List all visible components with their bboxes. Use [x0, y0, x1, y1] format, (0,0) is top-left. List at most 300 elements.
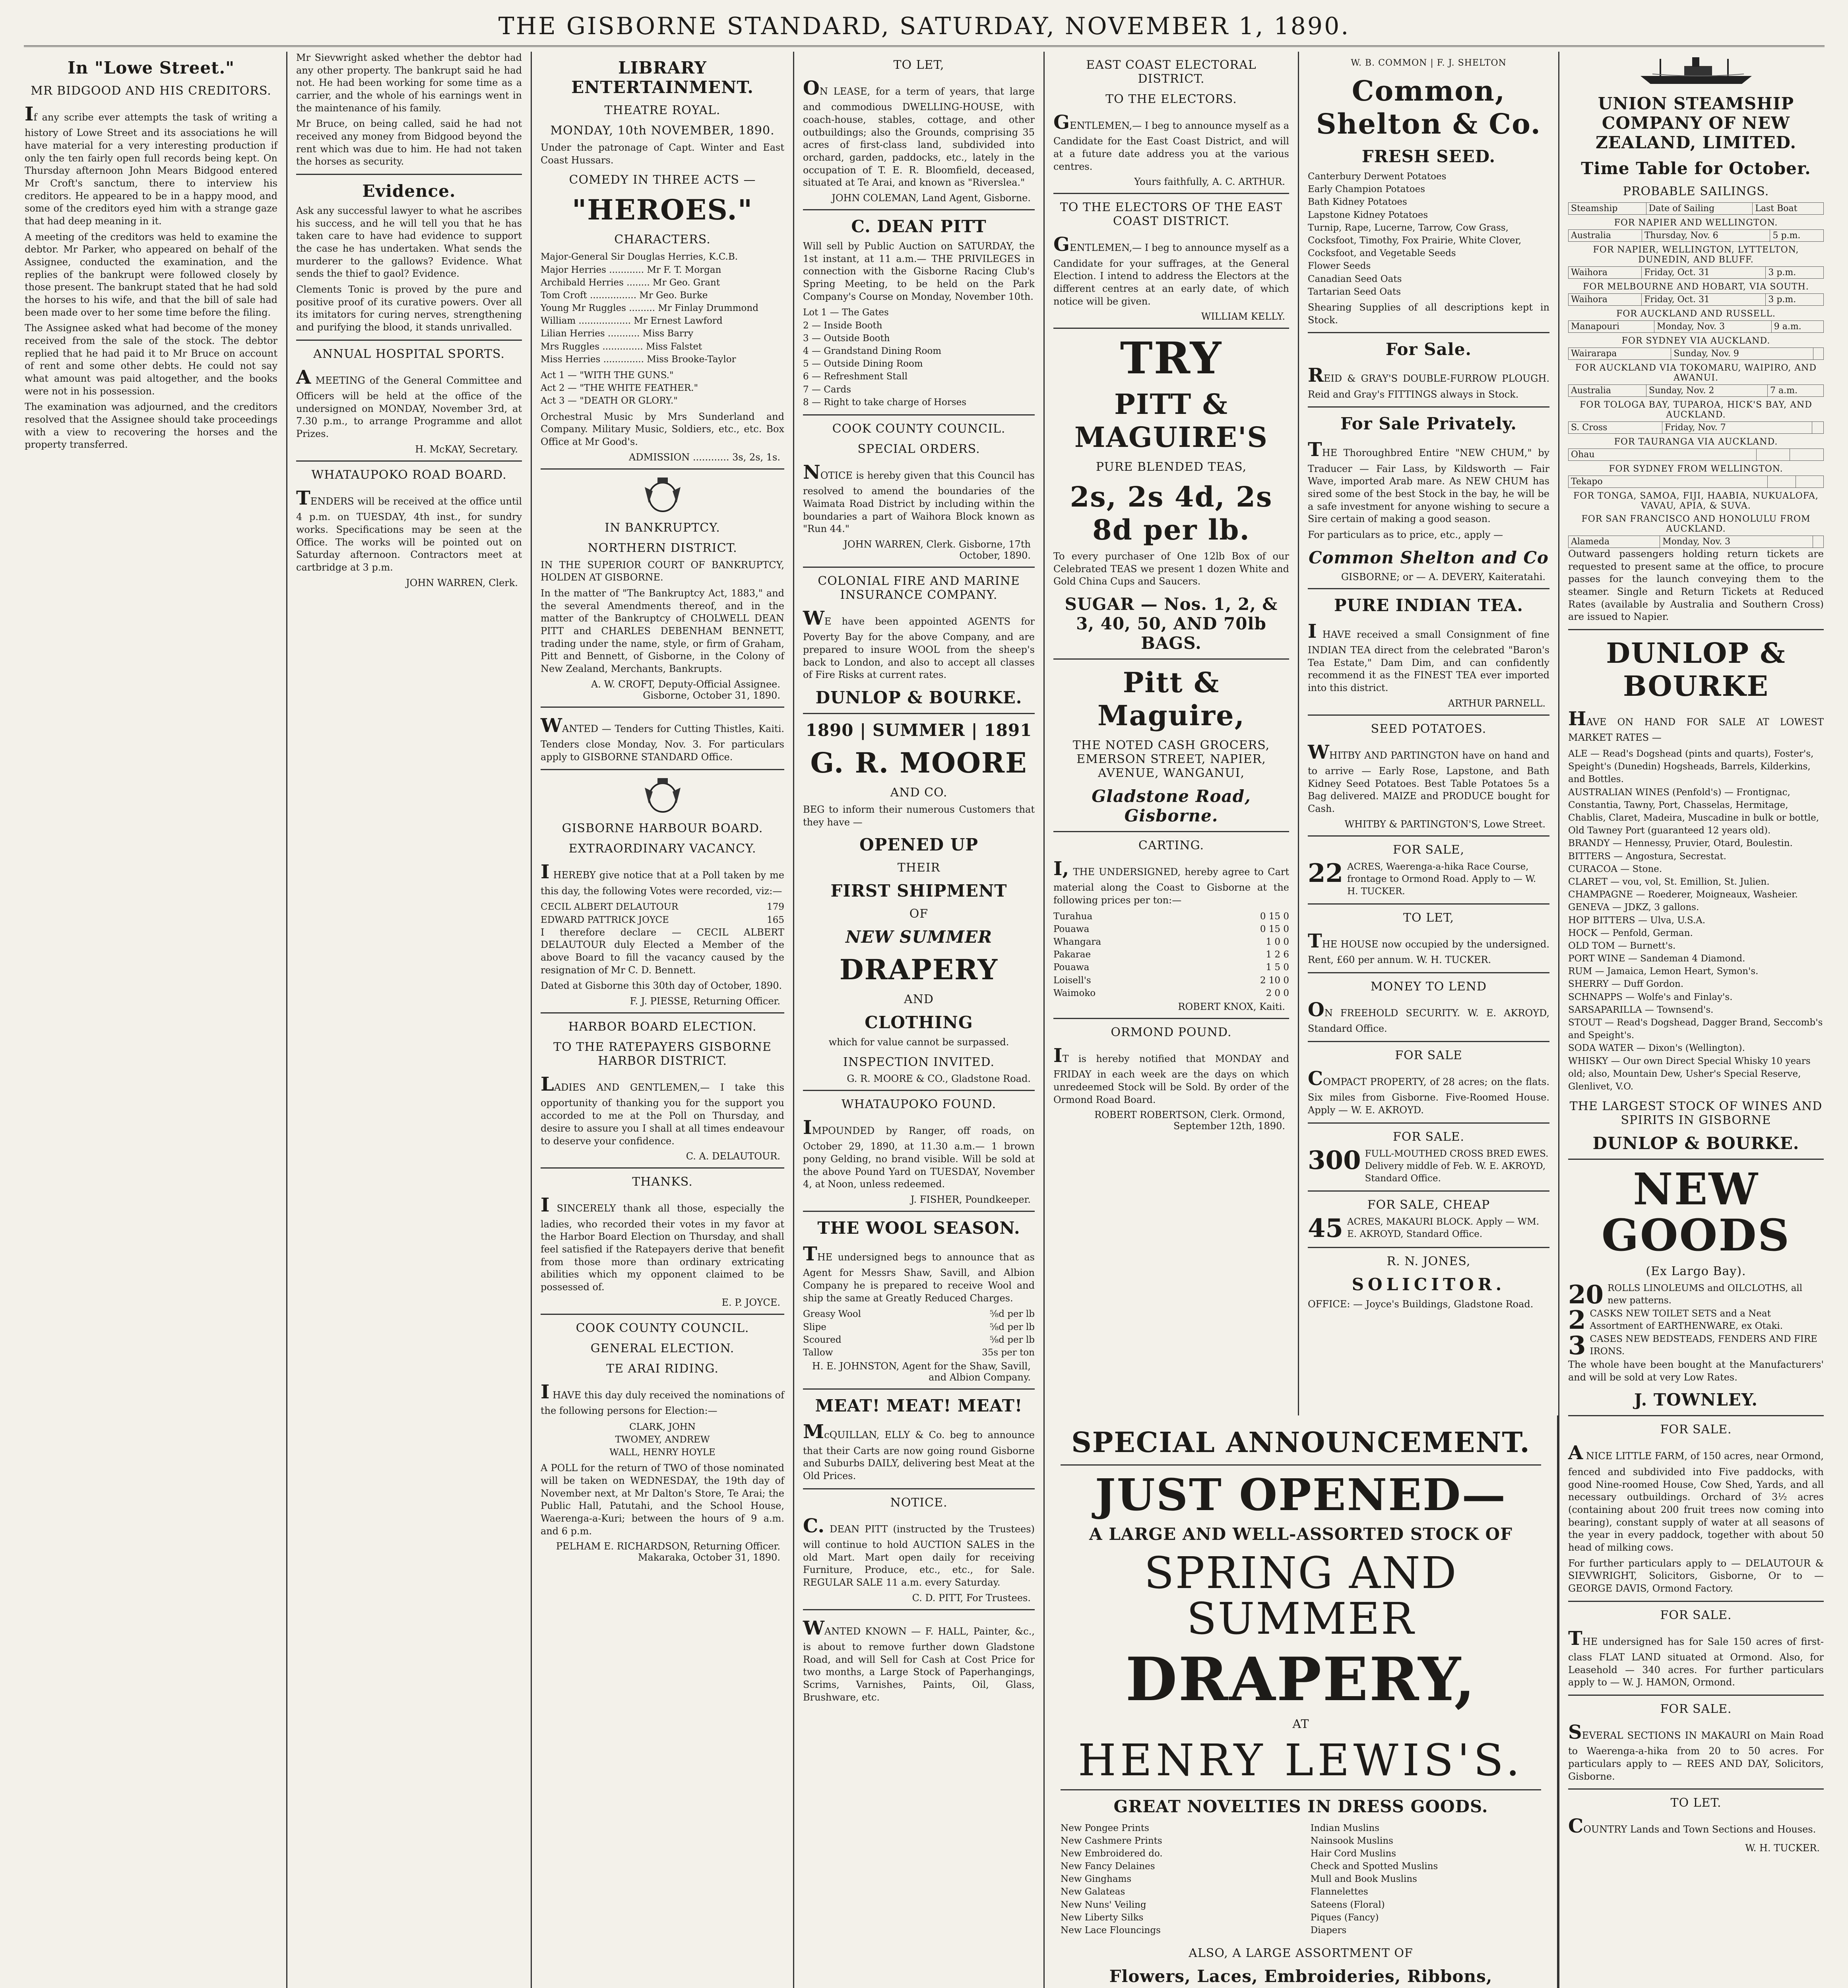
list-item: CHAMPAGNE — Roederer, Moigneaux, Washeier.	[1568, 889, 1798, 900]
sailing-ship: Australia	[1569, 230, 1642, 242]
characters-heading: CHARACTERS.	[614, 233, 711, 247]
list-item: BITTERS — Angostura, Secrestat.	[1568, 851, 1726, 862]
cheap-heading: FOR SALE, CHEAP	[1367, 1198, 1490, 1212]
sale-heading: For Sale.	[1385, 340, 1472, 359]
list-item: WHISKY — Our own Direct Special Whisky 10 years old; also, Mountain Dew, Usher's Special Reserve, Glenlivet, V.O.	[1568, 1056, 1811, 1092]
route-heading: FOR SAN FRANCISCO AND HONOLULU FROM AUCKLAND.	[1581, 514, 1811, 534]
notice-heading: NOTICE.	[890, 1495, 948, 1510]
carting-row	[1053, 910, 1289, 923]
list-item: Archibald Herries ........ Mr Geo. Grant	[541, 277, 720, 288]
wool-rate-row	[803, 1334, 1035, 1346]
table-row	[1568, 320, 1824, 333]
drapery-label: DRAPERY	[839, 953, 999, 986]
farm-apply: For further particulars apply to — DELAUTOUR & SIEVWRIGHT, Solicitors, Gisborne, Or to — GEORGE DAVIS, Ormond Factory.	[1568, 1557, 1824, 1594]
evidence-paragraph: Clements Tonic is proved by the pure and positive proof of its curative powers. Over all its imitators for curing nerves, strengthening and purifying the blood, it stands unrivalled.	[296, 284, 522, 333]
auction-text: Will sell by Public Auction on SATURDAY, the 1st instant, at 11 a.m.— THE PRIVILEGES in connection with the Gisborne Racing Club's Spring Meeting, to be held on the Park Company's Course on Monday, November 10th.	[803, 241, 1035, 302]
orchestra-text: Orchestral Music by Mrs Sunderland and Company. Military Music, Soldiers, etc., etc. Box Office at Mr Good's.	[541, 411, 784, 447]
list-item: Lot 1 — The Gates	[803, 307, 889, 318]
special-orders-heading: SPECIAL ORDERS.	[857, 442, 980, 456]
sailing-time: 3 p.m.	[1766, 294, 1824, 306]
table-header: Date of Sailing	[1646, 203, 1753, 215]
pound-heading: ORMOND POUND.	[1111, 1025, 1232, 1039]
firm-bar: W. B. COMMON | F. J. SHELTON	[1351, 58, 1507, 68]
wool-rate: ⅝d per lb	[989, 1309, 1035, 1320]
election-heading: HARBOR BOARD ELECTION.	[568, 1020, 757, 1034]
list-item: SODA WATER — Dixon's (Wellington).	[1568, 1043, 1745, 1054]
council-signature: JOHN WARREN, Clerk. Gisborne, 17th October, 1890.	[844, 538, 1031, 561]
list-item: New Embroidered do.	[1061, 1848, 1163, 1859]
carting-row	[1053, 948, 1289, 961]
private-apply: For particulars as to price, etc., apply —	[1308, 529, 1503, 540]
sale-text: FULL-MOUTHED CROSS BRED EWES. Delivery middle of Feb. W. E. AKROYD, Standard Office.	[1365, 1148, 1549, 1184]
carting-signature: ROBERT KNOX, Kaiti.	[1178, 1001, 1285, 1012]
wool-rate-row	[803, 1321, 1035, 1334]
sale-number: 300	[1308, 1145, 1361, 1175]
library-heading: LIBRARY ENTERTAINMENT.	[571, 58, 754, 97]
sale-number: 22	[1308, 858, 1344, 888]
candidate-name: EDWARD PATTRICK JOYCE	[541, 914, 669, 925]
thanks-signature: E. P. JOYCE.	[721, 1297, 780, 1308]
list-item: Piques (Fancy)	[1310, 1912, 1379, 1923]
road-board-signature: JOHN WARREN, Clerk.	[406, 577, 518, 588]
riding-name: TE ARAI RIDING.	[606, 1361, 719, 1376]
list-item: 7 — Cards	[803, 384, 851, 395]
sailing-ship: S. Cross	[1569, 422, 1662, 434]
price: 0 15 0	[1260, 924, 1289, 934]
goods-text: CASKS NEW TOILET SETS and a Neat Assortment of EARTHENWARE, ex Otaki.	[1590, 1309, 1783, 1332]
list-item: PORT WINE — Sandeman 4 Diamond.	[1568, 953, 1745, 964]
sugar-text: SUGAR — Nos. 1, 2, & 3, 40, 50, AND 70lb BAGS.	[1065, 594, 1278, 653]
novelties-heading: GREAT NOVELTIES IN DRESS GOODS.	[1113, 1796, 1488, 1816]
carting-heading: CARTING.	[1138, 838, 1204, 852]
tea-text: I HAVE received a small Consignment of fine INDIAN TEA direct from the celebrated "Baron's Tea Estate," Dam Dim, and can confidently recommend it as the FINEST TEA ever imported into this district.	[1308, 620, 1549, 694]
goods-text: CASES NEW BEDSTEADS, FENDERS AND FIRE IRONS.	[1590, 1334, 1817, 1357]
list-item: Act 2 — "THE WHITE FEATHER."	[541, 383, 698, 394]
wool-rate: 35s per ton	[982, 1347, 1035, 1358]
seeds-list	[1308, 170, 1549, 298]
article-paragraph: The Assignee asked what had become of the money received from the sale of the stock. The debtor replied that he had paid it to Mr Bruce on account of rent and some other debts. He could not say what amount was paid altogether, and the books were not in his possession.	[25, 322, 277, 397]
wool-item: Scoured	[803, 1334, 842, 1345]
forsale-text: COMPACT PROPERTY, of 28 acres; on the flats. Six miles from Gisborne. Five-Roomed House. Apply — W. E. AKROYD.	[1308, 1067, 1549, 1116]
jones-text: OFFICE: — Joyce's Buildings, Gladstone Road.	[1308, 1298, 1534, 1310]
route-heading: FOR AUCKLAND VIA TOKOMARU, WAIPIRO, AND AWANUI.	[1575, 363, 1817, 383]
wanted-known-text: WANTED KNOWN — F. HALL, Painter, &c., is about to remove further down Gladstone Road, and will Sell for Cash at Cost Price for two months, a Large Stock of Paperhangings, Scrims, Varnishes, Paints, Oil, Glass, Brushware, etc.	[803, 1617, 1035, 1703]
moore-text: BEG to inform their numerous Customers that they have —	[803, 804, 1035, 828]
column-3	[531, 52, 793, 1988]
of-label: OF	[909, 907, 929, 921]
route-heading: FOR NAPIER AND WELLINGTON.	[1614, 218, 1778, 228]
price: 1 2 6	[1266, 949, 1289, 960]
sailing-ship: Waihora	[1569, 267, 1642, 279]
poll-signature: PELHAM E. RICHARDSON, Returning Officer. Makaraka, October 31, 1890.	[556, 1541, 780, 1563]
list-item: New Ginghams	[1061, 1874, 1132, 1885]
sale-text: ACRES, MAKAURI BLOCK. Apply — WM. E. AKROYD, Standard Office.	[1347, 1216, 1540, 1239]
list-item: Act 1 — "WITH THE GUNS."	[541, 370, 674, 381]
sailings-table	[1568, 202, 1824, 215]
tolet-heading: TO LET.	[1670, 1796, 1722, 1810]
wool-rate: ⅝d per lb	[989, 1334, 1035, 1345]
carting-row	[1053, 987, 1289, 1000]
sports-signature: H. McKAY, Secretary.	[415, 443, 518, 455]
found-heading: WHATAUPOKO FOUND.	[841, 1097, 997, 1112]
list-item: 8 — Right to take charge of Horses	[803, 397, 967, 408]
sailing-date: Monday, Nov. 3	[1660, 536, 1813, 548]
potatoes-signature: WHITBY & PARTINGTON'S, Lowe Street.	[1344, 818, 1545, 830]
column-7	[1558, 52, 1832, 1988]
list-item: Act 3 — "DEATH OR GLORY."	[541, 396, 678, 406]
kelly-signature: WILLIAM KELLY.	[1201, 311, 1285, 322]
sailing-date: Sunday, Nov. 2	[1646, 385, 1768, 397]
list-item: 3 — Outside Booth	[803, 333, 890, 344]
wool-item: Slipe	[803, 1322, 826, 1332]
place: Whangara	[1053, 937, 1101, 947]
list-item: New Liberty Silks	[1061, 1912, 1144, 1923]
forsale-heading: FOR SALE.	[1392, 1130, 1465, 1144]
list-item: BRANDY — Hennessy, Pruvier, Otard, Boulestin.	[1568, 838, 1793, 849]
vacancy-text: I HEREBY give notice that at a Poll taken by me this day, the following Votes were recorded, viz:—	[541, 861, 784, 897]
sailing-time: 9 a.m.	[1771, 321, 1823, 333]
pound-text: IT is hereby notified that MONDAY and FRIDAY in each week are the days on which unredeemed Stock will be Sold. By order of the Ormond Road Board.	[1053, 1044, 1289, 1105]
list-item: 4 — Grandstand Dining Room	[803, 346, 942, 356]
sailing-time	[1813, 348, 1823, 360]
list-item: Tom Croft ................ Mr Geo. Burke	[541, 290, 708, 301]
route-heading: FOR SYDNEY VIA AUCKLAND.	[1621, 336, 1770, 346]
pitt-maguire-brand: PITT & MAGUIRE'S	[1074, 387, 1268, 454]
sailing-time	[1812, 422, 1823, 434]
electors-heading: TO THE ELECTORS.	[1105, 92, 1237, 106]
tolet-text: COUNTRY Lands and Town Sections and Houses.	[1568, 1815, 1816, 1838]
vote-row	[541, 914, 784, 926]
steamship-icon	[1568, 54, 1824, 87]
event-date: MONDAY, 10th NOVEMBER, 1890.	[550, 124, 775, 138]
column-1	[16, 52, 286, 1988]
acts-list	[541, 369, 784, 408]
route-heading: FOR MELBOURNE AND HOBART, VIA SOUTH.	[1583, 282, 1809, 292]
place: Pouawa	[1053, 962, 1090, 973]
list-item: Turnip, Rape, Lucerne, Tarrow, Cow Grass, Cocksfoot, Timothy, Fox Prairie, White Clover, Cocksfoot, and Vegetable Seeds	[1308, 222, 1522, 259]
route-heading: FOR TONGA, SAMOA, FIJI, HAABIA, NUKUALOFA, VAVAU, APIA, & SUVA.	[1573, 491, 1819, 511]
goods-number: 2	[1568, 1305, 1586, 1336]
table-row	[1568, 536, 1824, 548]
wool-text: THE undersigned begs to announce that as Agent for Messrs Shaw, Savill, and Albion Company he is prepared to receive Wool and ship the same at Greatly Reduced Charges.	[803, 1243, 1035, 1304]
list-item: AUSTRALIAN WINES (Penfold's) — Frontignac, Constantia, Tawny, Port, Chasselas, Hermitage, Chablis, Claret, Madeira, Muscadine in bulk or bottle, Old Tawney Port (guaranteed 12 years old).	[1568, 787, 1819, 836]
vote-count: 165	[767, 914, 784, 925]
lewis-advert	[1043, 1415, 1558, 1988]
sailing-time	[1790, 449, 1824, 461]
place: Pouawa	[1053, 924, 1090, 934]
characters-list	[541, 250, 784, 366]
money-heading: MONEY TO LEND	[1370, 979, 1487, 994]
special-announcement: SPECIAL ANNOUNCEMENT.	[1071, 1426, 1530, 1459]
ratepayers-heading: TO THE RATEPAYERS GISBORNE HARBOR DISTRICT.	[553, 1040, 772, 1068]
shearing-text: Shearing Supplies of all descriptions kept in Stock.	[1308, 301, 1549, 326]
sailing-time	[1796, 476, 1823, 488]
dress-goods-right	[1311, 1822, 1541, 1937]
wanted-text: WANTED — Tenders for Cutting Thistles, Kaiti. Tenders close Monday, Nov. 3. For particulars apply to GISBORNE STANDARD Office.	[541, 714, 784, 763]
declare-text: I therefore declare — CECIL ALBERT DELAUTOUR duly Elected a Member of the above Board to fill the vacancy caused by the resignation of Mr C. D. Bennett.	[541, 926, 784, 976]
thanks-heading: THANKS.	[632, 1175, 693, 1189]
meat-heading: MEAT! MEAT! MEAT!	[815, 1396, 1023, 1416]
dunlop-intro: HAVE ON HAND FOR SALE AT LOWEST MARKET RATES —	[1568, 708, 1824, 744]
tolet-text: THE HOUSE now occupied by the undersigned. Rent, £60 per annum. W. H. TUCKER.	[1308, 930, 1549, 966]
moore-co: AND CO.	[890, 786, 948, 800]
bankruptcy-signature: A. W. CROFT, Deputy-Official Assignee. Gisborne, October 31, 1890.	[591, 678, 780, 701]
carting-row	[1053, 961, 1289, 974]
forsale-item	[1308, 1145, 1549, 1185]
sailing-date: Friday, Nov. 7	[1662, 422, 1812, 434]
auctioneer-heading: C. DEAN PITT	[851, 217, 987, 237]
flat-heading: FOR SALE.	[1660, 1608, 1732, 1622]
teas-label: PURE BLENDED TEAS,	[1096, 460, 1247, 474]
price: 2 0 0	[1266, 988, 1289, 998]
dunlop-heading: DUNLOP & BOURKE	[1606, 637, 1786, 703]
route-heading: FOR NAPIER, WELLINGTON, LYTTELTON, DUNEDIN, AND BLUFF.	[1593, 245, 1799, 265]
table-header: Steamship	[1569, 203, 1646, 215]
list-item: Mrs Ruggles .............. Miss Falstet	[541, 341, 702, 352]
forsale-item	[1308, 1213, 1549, 1243]
county-heading: COOK COUNTY COUNCIL.	[576, 1321, 749, 1335]
tolet-heading: TO LET,	[1403, 911, 1454, 925]
first-shipment: FIRST SHIPMENT	[830, 881, 1007, 901]
returning-officer: F. J. PIESSE, Returning Officer.	[630, 996, 780, 1007]
list-item: GENEVA — JDKZ, 3 gallons.	[1568, 902, 1699, 913]
tolet-heading: TO LET,	[893, 58, 944, 72]
list-item: Canadian Seed Oats	[1308, 274, 1402, 284]
list-item: RUM — Jamaica, Lemon Heart, Symon's.	[1568, 966, 1759, 977]
table-row	[1568, 348, 1824, 360]
route-heading: FOR SYDNEY FROM WELLINGTON.	[1609, 464, 1783, 474]
seed-heading: FRESH SEED.	[1361, 147, 1496, 166]
tea-heading: PURE INDIAN TEA.	[1334, 595, 1523, 615]
surpassed-text: which for value cannot be surpassed.	[828, 1037, 1009, 1048]
bankruptcy-heading: IN BANKRUPTCY.	[605, 520, 720, 535]
sailing-ship: Tekapo	[1569, 476, 1768, 488]
lewis-drapery: DRAPERY,	[1125, 1644, 1476, 1714]
list-item: Miss Herries .............. Miss Brooke-Taylor	[541, 354, 736, 365]
clothing-label: CLOTHING	[865, 1013, 973, 1033]
thanks-text: I SINCERELY thank all those, especially the ladies, who recorded their votes in my favor at the Harbor Board Election on Thursday, and shall feel satisfied if the Ratepayers derive that benefit from those more than ordinary extricating abilities which my opponent claimed to be possessed of.	[541, 1194, 784, 1293]
article-paragraph: A meeting of the creditors was held to examine the debtor. Mr Parker, who appeared on behalf of the Assignee, conducted the examination, and the replies of the bankrupt were followed closely by those present. The bankrupt stated that he had sold the horses to his wife, and that the bill of sale had been made over to her some time before the filing.	[25, 231, 277, 318]
money-text: ON FREEHOLD SECURITY. W. E. AKROYD, Standard Office.	[1308, 998, 1549, 1035]
list-item: Flannelettes	[1310, 1887, 1368, 1897]
list-item: Bath Kidney Potatoes	[1308, 197, 1407, 208]
list-item: New Cashmere Prints	[1061, 1835, 1162, 1846]
list-item: Check and Spotted Muslins	[1310, 1861, 1438, 1872]
sailing-ship: Ohau	[1569, 449, 1757, 461]
teas-text: To every purchaser of One 12lb Box of our Celebrated TEAS we present 1 dozen White and Gold China Cups and Saucers.	[1053, 550, 1289, 587]
list-item: Major Herries ............ Mr F. T. Morgan	[541, 264, 721, 275]
table-row	[1568, 293, 1824, 306]
list-item: William .................. Mr Ernest Lawford	[541, 316, 723, 326]
list-item: Canterbury Derwent Potatoes	[1308, 171, 1447, 182]
table-row	[1568, 476, 1824, 488]
list-item: Tartarian Seed Oats	[1308, 286, 1401, 297]
firm-script: Common Shelton and Co	[1309, 547, 1549, 567]
list-item: Flower Seeds	[1308, 261, 1371, 272]
new-summer: NEW SUMMER	[845, 927, 993, 947]
farm-text: A NICE LITTLE FARM, of 150 acres, near Ormond, fenced and subdivided into Five paddocks, with good Nine-roomed House, Cow Shed, Yards, and all necessary outbuildings. Orchard of 3½ acres (containing about 200 fruit trees now coming into bearing), constant supply of water at all seasons of the year in every paddock, together with about 50 head of milking cows.	[1568, 1442, 1824, 1553]
sailing-ship: Australia	[1569, 385, 1646, 397]
timetable-heading: Time Table for October.	[1581, 159, 1811, 178]
list-item: WALL, HENRY HOYLE	[609, 1447, 716, 1458]
notice-text: C. DEAN PITT (instructed by the Trustees) will continue to hold AUCTION SALES in the old Mart. Mart open daily for receiving Furniture, Produce, etc., etc., for Sale. REGULAR SALE 11 a.m. every Saturday.	[803, 1514, 1035, 1588]
wool-item: Tallow	[803, 1347, 833, 1358]
ladies-text: LADIES AND GENTLEMEN,— I take this opportunity of thanking you for the support you accorded to me at the Poll on Thursday, and desire to assure you I shall at all times endeavour to deserve your confidence.	[541, 1073, 784, 1147]
article-paragraph: Mr Bruce, on being called, said he had not received any money from Bidgood beyond the rent which was due to him. He had not taken the horses as security.	[296, 118, 522, 167]
table-row	[1568, 384, 1824, 397]
carting-row	[1053, 974, 1289, 987]
evidence-paragraph: Ask any successful lawyer to what he ascribes his success, and he will tell you that he has taken care to have had evidence to support the case he has undertaken. What sends the murderer to the gallows? Evidence. What sends the thief to gaol? Evidence.	[296, 205, 522, 280]
list-item: Mull and Book Muslins	[1310, 1874, 1417, 1885]
price: 1 5 0	[1266, 962, 1289, 973]
road-board-heading: WHATAUPOKO ROAD BOARD.	[311, 468, 507, 482]
tea-signature: ARTHUR PARNELL.	[1448, 697, 1545, 709]
comedy-label: COMEDY IN THREE ACTS —	[569, 173, 756, 187]
found-text: IMPOUNDED by Ranger, off roads, on October 29, 1890, at 11.30 a.m.— 1 brown pony Gelding, no brand visible. Will be sold at the above Pound Yard on TUESDAY, November 4, at Noon, unless redeemed.	[803, 1116, 1035, 1190]
store-name: HENRY LEWIS'S.	[1078, 1735, 1524, 1786]
sailing-date	[1756, 449, 1790, 461]
list-item: Early Champion Potatoes	[1308, 184, 1425, 195]
found-signature: J. FISHER, Poundkeeper.	[910, 1194, 1031, 1206]
sailing-date: Sunday, Nov. 9	[1671, 348, 1813, 360]
inspection-label: INSPECTION INVITED.	[843, 1055, 995, 1070]
sailing-date: Monday, Nov. 3	[1654, 321, 1772, 333]
shipping-heading: UNION STEAMSHIP COMPANY OF NEW ZEALAND, LIMITED.	[1595, 94, 1797, 152]
new-goods-item	[1568, 1282, 1824, 1308]
list-item: New Galateas	[1061, 1887, 1125, 1897]
insurance-text: WE have been appointed AGENTS for Poverty Bay for the above Company, and are prepared to insure WOOL from the sheep's back to London, and also to accept all classes of Fire Risks at current rates.	[803, 607, 1035, 681]
sections-heading: FOR SALE.	[1660, 1702, 1732, 1716]
goods-number: 20	[1568, 1280, 1604, 1310]
assorted-label: A LARGE AND WELL-ASSORTED STOCK OF	[1089, 1524, 1513, 1544]
place: Turahua	[1053, 911, 1093, 922]
grocers-road: Gladstone Road, Gisborne.	[1092, 786, 1251, 825]
table-row	[1568, 266, 1824, 279]
article-paragraph: The examination was adjourned, and the creditors resolved that the Assignee should take proceedings with a view to recovering the horses and the property transferred.	[25, 401, 277, 450]
sailing-ship: Wairarapa	[1569, 348, 1671, 360]
table-row	[1568, 448, 1824, 461]
list-item: 5 — Outside Dining Room	[803, 359, 923, 369]
list-item: TWOMEY, ANDREW	[615, 1434, 710, 1445]
wool-rate-row	[803, 1346, 1035, 1359]
flowers-line: Flowers, Laces, Embroideries, Ribbons,	[1109, 1967, 1493, 1986]
sailing-time: 3 p.m.	[1766, 267, 1824, 279]
goods-number: 3	[1568, 1331, 1586, 1361]
their-label: THEIR	[897, 861, 940, 875]
list-item: OLD TOM — Burnett's.	[1568, 940, 1676, 951]
article-paragraph: Mr Sievwright asked whether the debtor had any other property. The bankrupt said he had not. He had been working for some time as a carrier, and the whole of his earnings went in the maintenance of his family.	[296, 52, 522, 114]
new-goods-item	[1568, 1333, 1824, 1359]
price: 1 0 0	[1266, 937, 1289, 947]
bankruptcy-text: In the matter of "The Bankruptcy Act, 1883," and the several Amendments thereof, and in the matter of the Bankruptcy of CHOLWELL DEAN PITT and CHARLES DEBENHAM BENNETT, trading under the name, style, or firm of Graham, Pitt and Bennett, of Gisborne, in the Colony of New Zealand, Merchants, Bankrupts.	[541, 587, 784, 674]
try-label: TRY	[1120, 332, 1223, 384]
bankruptcy-court: IN THE SUPERIOR COURT OF BANKRUPTCY, HOLDEN AT GISBORNE.	[541, 559, 784, 583]
forsale-heading: FOR SALE	[1395, 1048, 1462, 1062]
council-text: NOTICE is hereby given that this Council has resolved to amend the boundaries of the Waimata Road District by including within the boundaries a part of Waihora Block known as "Run 44."	[803, 461, 1035, 535]
list-item: New Fancy Delaines	[1061, 1861, 1155, 1872]
shipping-note: Outward passengers holding return tickets are requested to present same at the office, to procure passes for the launch conveying them to the steamer. Single and Return Tickets at Reduced Rates (available by Australia and Southern Cross) are issued to Napier.	[1568, 548, 1824, 623]
list-item: HOP BITTERS — Ulva, U.S.A.	[1568, 915, 1706, 926]
dated-text: Dated at Gisborne this 30th day of October, 1890.	[541, 980, 782, 992]
vote-count: 179	[767, 902, 784, 912]
price: 2 10 0	[1260, 975, 1289, 986]
road-board-text: TENDERS will be received at the office until 4 p.m. on TUESDAY, 4th inst., for sundry works. Specifications may be seen at the Office. The works will be pointed out on Saturday afternoon. Contractors meet at cartbridge at 3 p.m.	[296, 487, 522, 573]
list-item: Hair Cord Muslins	[1310, 1848, 1396, 1859]
route-heading: FOR AUCKLAND AND RUSSELL.	[1616, 309, 1776, 319]
carting-row	[1053, 936, 1289, 948]
list-item: SARSAPARILLA — Townsend's.	[1568, 1004, 1714, 1015]
sailing-ship: Waihora	[1569, 294, 1642, 306]
list-item: 6 — Refreshment Stall	[803, 371, 908, 382]
general-election-heading: GENERAL ELECTION.	[590, 1341, 735, 1355]
dunlop-signature: DUNLOP & BOURKE.	[1592, 1134, 1800, 1153]
riding-text: I HAVE this day duly received the nominations of the following persons for Election:—	[541, 1380, 784, 1416]
list-item: CLARET — vou, vol, St. Emillion, St. Julien.	[1568, 876, 1770, 887]
list-item: Diapers	[1310, 1925, 1347, 1936]
insurance-heading: COLONIAL FIRE AND MARINE INSURANCE COMPANY.	[818, 574, 1020, 602]
evidence-heading: Evidence.	[362, 181, 456, 201]
wool-item: Greasy Wool	[803, 1309, 861, 1320]
harbour-heading: GISBORNE HARBOUR BOARD.	[562, 821, 763, 836]
sailing-date	[1768, 476, 1796, 488]
goods-text: ROLLS LINOLEUMS and OILCLOTHS, all new patterns.	[1608, 1283, 1803, 1306]
farm-heading: FOR SALE.	[1660, 1423, 1732, 1437]
list-item: HOCK — Penfold, German.	[1568, 928, 1693, 938]
new-goods-note: The whole have been bought at the Manufacturers' and will be sold at very Low Rates.	[1568, 1359, 1824, 1383]
wool-rate-row	[803, 1308, 1035, 1320]
firm-script-sub: GISBORNE; or — A. DEVERY, Kaiteratahi.	[1341, 571, 1545, 582]
probable-heading: PROBABLE SAILINGS.	[1623, 184, 1769, 198]
sailing-date: Thursday, Nov. 6	[1642, 230, 1770, 242]
potatoes-text: WHITBY AND PARTINGTON have on hand and to arrive — Early Rose, Lapstone, and Bath Kidney Seed Potatoes. Best Table Potatoes 5s a Bag delivered. MAIZE and PRODUCE bought for Cash.	[1308, 741, 1549, 815]
theatre-name: THEATRE ROYAL.	[604, 103, 721, 117]
routes-list	[1568, 218, 1824, 548]
sailing-ship: Alameda	[1569, 536, 1660, 548]
arthur-text: GENTLEMEN,— I beg to announce myself as a Candidate for the East Coast District, and will at a future date address you at the various centres.	[1053, 111, 1289, 172]
candidate-name: CECIL ALBERT DELAUTOUR	[541, 902, 679, 912]
list-item: New Lace Flouncings	[1061, 1925, 1161, 1936]
column-4	[793, 52, 1043, 1988]
meat-text: McQUILLAN, ELLY & Co. beg to announce that their Carts are now going round Gisborne and Suburbs DAILY, delivering best Meat at the Old Prices.	[803, 1421, 1035, 1481]
season-banner: 1890 | SUMMER | 1891	[805, 720, 1032, 740]
new-goods-item	[1568, 1305, 1824, 1336]
list-item: Lapstone Kidney Potatoes	[1308, 210, 1428, 220]
tolet-text: ON LEASE, for a term of years, that large and commodious DWELLING-HOUSE, with coach-house, stables, cottage, and other outbuildings; also the Grounds, comprising 35 acres of first-class land, subdivided into orchard, garden, paddocks, etc., lately in the occupation of T. E. R. Bloomfield, deceased, situated at Te Arai, and known as "Riverslea."	[803, 77, 1035, 188]
dunlop-note: THE LARGEST STOCK OF WINES AND SPIRITS IN GISBORNE	[1569, 1099, 1823, 1128]
sailing-date: Friday, Oct. 31	[1642, 267, 1766, 279]
price: 0 15 0	[1260, 911, 1289, 922]
electoral-heading: EAST COAST ELECTORAL DISTRICT.	[1086, 58, 1257, 86]
sailing-ship: Manapouri	[1569, 321, 1654, 333]
wool-rate: ⅝d per lb	[989, 1322, 1035, 1332]
place: Waimoko	[1053, 988, 1096, 998]
grocers-sub: THE NOTED CASH GROCERS, EMERSON STREET, NAPIER, AVENUE, WANGANUI,	[1072, 738, 1270, 780]
sailing-time: 5 p.m.	[1770, 230, 1824, 242]
sale-text: ACRES, Waerenga-a-hika Race Course, frontage to Ormond Road. Apply to — W. H. TUCKER.	[1347, 861, 1536, 897]
table-header: Last Boat	[1753, 203, 1824, 215]
carting-row	[1053, 923, 1289, 936]
poll-text: A POLL for the return of TWO of those nominated will be taken on WEDNESDAY, the 19th day of November next, at Mr Dalton's Store, Te Arai; the Public Hall, Patutahi, and the School House, Waerenga-a-Kuri; between the hours of 9 a.m. and 6 p.m.	[541, 1462, 784, 1537]
sale-text: REID & GRAY'S DOUBLE-FURROW PLOUGH. Reid and Gray's FITTINGS always in Stock.	[1308, 364, 1549, 400]
firm-name: Common, Shelton & Co.	[1316, 74, 1541, 140]
electors-heading-2: TO THE ELECTORS OF THE EAST COAST DISTRICT.	[1060, 200, 1283, 229]
lots-list	[803, 306, 1035, 409]
table-header-row	[1569, 203, 1824, 215]
table-row	[1568, 229, 1824, 242]
sports-text: A MEETING of the General Committee and Officers will be held at the office of the undersigned on MONDAY, November 3rd, at 7.30 p.m., to arrange Programme and allot Prizes.	[296, 366, 522, 440]
new-goods-heading: NEW GOODS	[1601, 1163, 1791, 1261]
sections-text: SEVERAL SECTIONS IN MAKAURI on Main Road to Waerenga-a-hika from 20 to 50 acres. For particulars apply to — REES AND DAY, Solicitors, Gisborne.	[1568, 1721, 1824, 1782]
